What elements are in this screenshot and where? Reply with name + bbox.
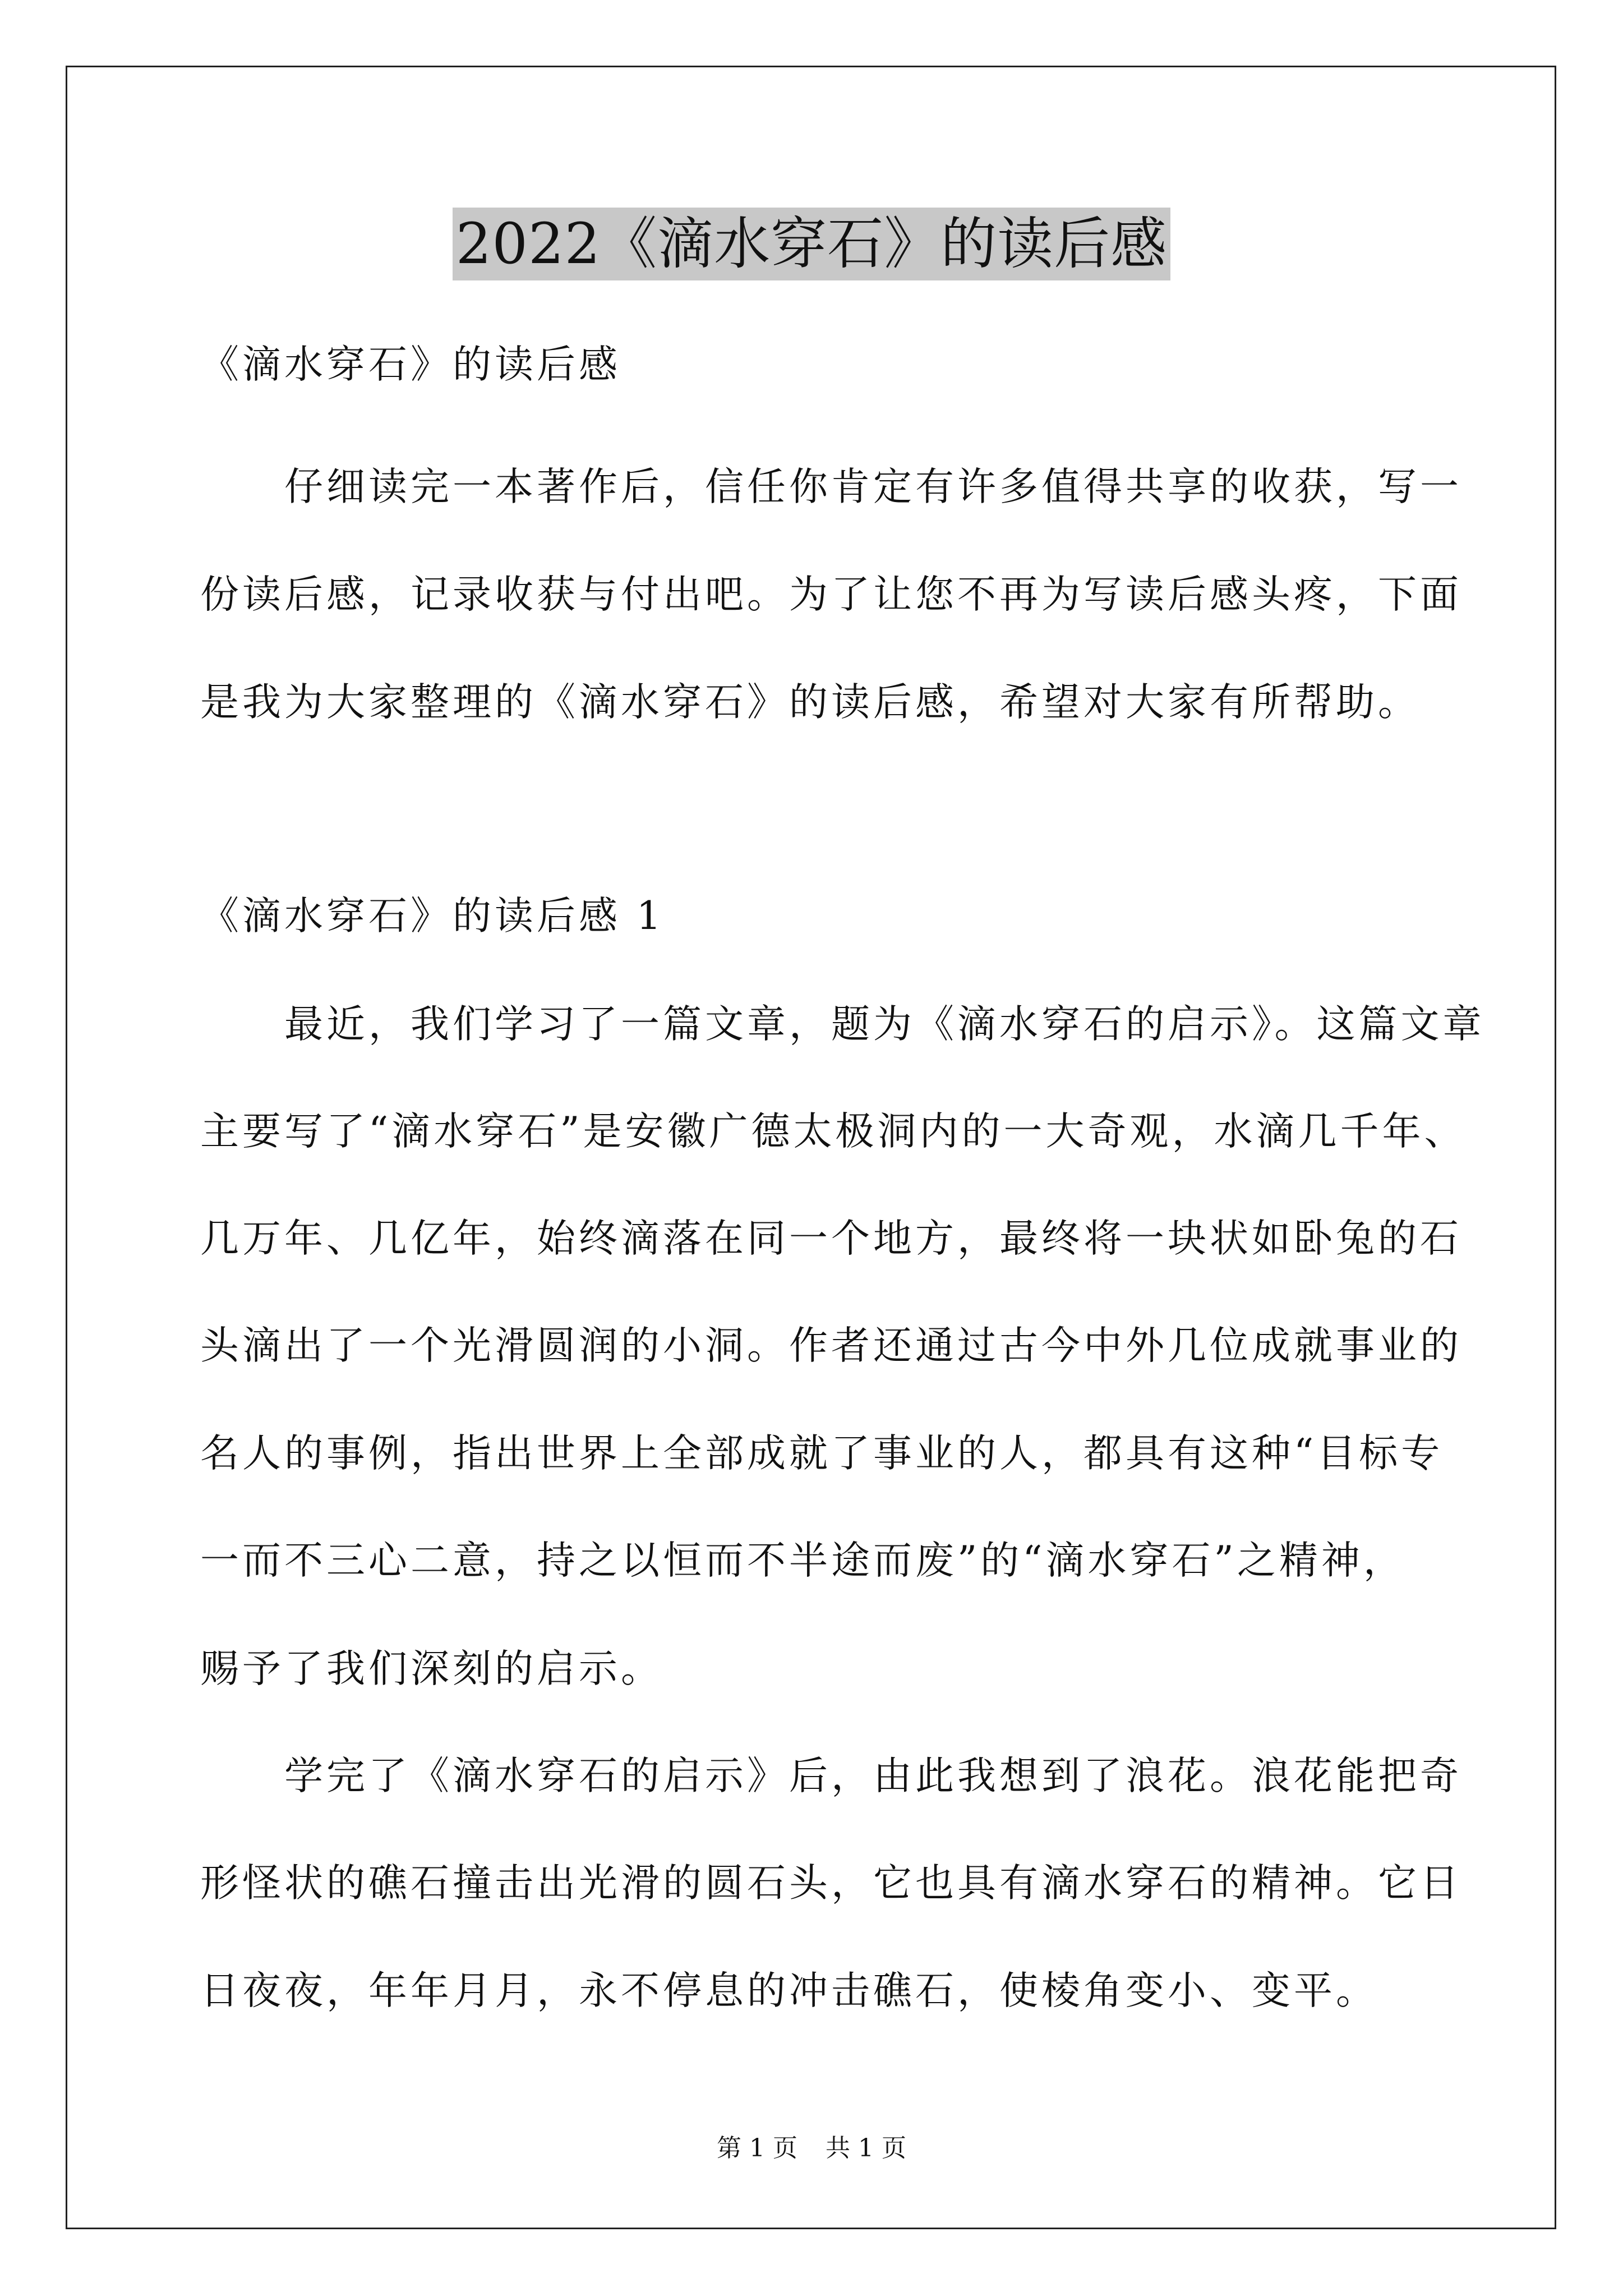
section-heading: 《滴水穿石》的读后感 xyxy=(200,342,621,387)
section-heading-1: 《滴水穿石》的读后感 1 xyxy=(200,894,665,938)
intro-paragraph-line: 是我为大家整理的《滴水穿石》的读后感，希望对大家有所帮助。 xyxy=(200,680,1420,725)
page-number: 第 1 页 xyxy=(717,2134,797,2162)
page-total: 共 1 页 xyxy=(826,2134,906,2162)
body-paragraph-line: 赐予了我们深刻的启示。 xyxy=(200,1646,663,1691)
intro-paragraph-line: 仔细读完一本著作后，信任你肯定有许多值得共享的收获，写一 xyxy=(200,464,1462,509)
body-paragraph-line: 几万年、几亿年，始终滴落在同一个地方，最终将一块状如卧兔的石 xyxy=(200,1216,1462,1261)
body-paragraph-line: 日夜夜，年年月月，永不停息的冲击礁石，使棱角变小、变平。 xyxy=(200,1968,1378,2013)
title-container xyxy=(0,208,1623,280)
body-paragraph-line: 形怪状的礁石撞击出光滑的圆石头，它也具有滴水穿石的精神。它日 xyxy=(200,1861,1462,1906)
body-paragraph-line: 主要写了“滴水穿石”是安徽广德太极洞内的一大奇观，水滴几千年、 xyxy=(200,1109,1467,1154)
intro-paragraph-line: 份读后感，记录收获与付出吧。为了让您不再为写读后感头疼，下面 xyxy=(200,572,1462,617)
document-title: 2022《滴水穿石》的读后感 xyxy=(453,208,1171,280)
page-footer xyxy=(0,2132,1623,2165)
body-paragraph-line: 头滴出了一个光滑圆润的小洞。作者还通过古今中外几位成就事业的 xyxy=(200,1323,1462,1368)
body-paragraph-line: 名人的事例，指出世界上全部成就了事业的人，都具有这种“目标专 xyxy=(200,1431,1444,1476)
body-paragraph-line: 一而不三心二意，持之以恒而不半途而废”的“滴水穿石”之精神， xyxy=(200,1538,1405,1583)
body-paragraph-line: 学完了《滴水穿石的启示》后，由此我想到了浪花。浪花能把奇 xyxy=(200,1754,1462,1798)
body-paragraph-line: 最近，我们学习了一篇文章，题为《滴水穿石的启示》。这篇文章 xyxy=(200,1002,1485,1047)
